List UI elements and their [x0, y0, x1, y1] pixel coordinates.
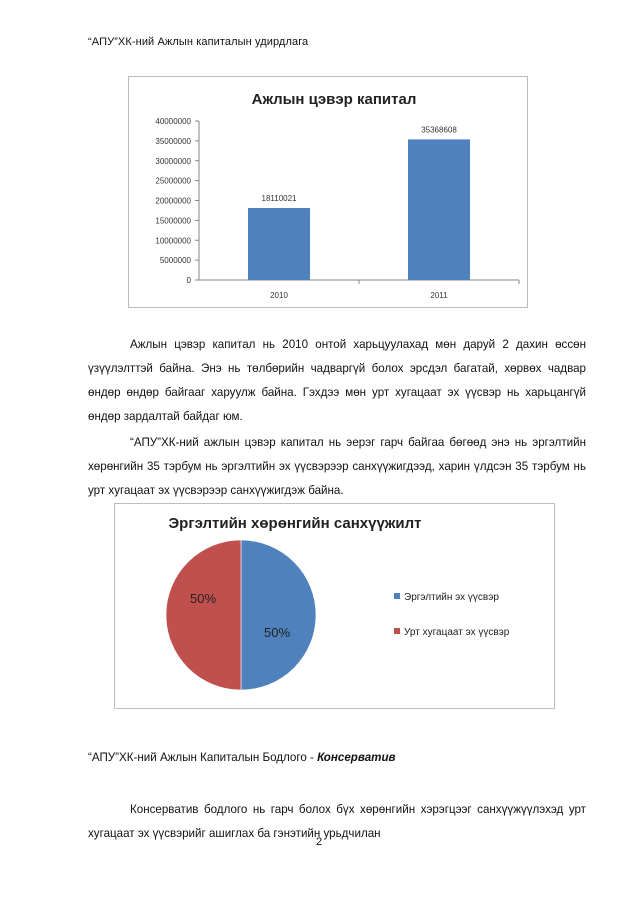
- paragraph-3-text: Консерватив бодлого нь гарч болох бүх хөрөнгийн хэрэгцээг санхүүжүүлэхэд урт хугацаат эх үүсвэрийг ашиглах ба гэнэтийн урьдчилан: [88, 802, 586, 840]
- bar-2011: [408, 139, 470, 280]
- page-header: “АПУ”ХК-ний Ажлын капиталын удирдлага: [88, 36, 309, 48]
- legend-swatch-1: [394, 593, 400, 599]
- paragraph-1-text: Ажлын цэвэр капитал нь 2010 онтой харьцуулахад мөн даруй 2 дахин өссөн үзүүлэлттэй байна. Энэ нь төлбөрийн чадваргүй болох эрсдэл багатай, хөрвөх чадвар өндөр өндөр байгааг харуулж байна. Гэхдээ мөн урт хугацаат эх үүсвэр нь харьцангүй өндөр зардалтай байдаг юм.: [88, 337, 586, 423]
- pie-chart-svg: [115, 504, 554, 708]
- y-tick-label: 40000000: [155, 117, 191, 126]
- bar-chart-svg: [129, 77, 527, 307]
- y-tick-label: 25000000: [155, 176, 191, 186]
- y-tick-label: 20000000: [155, 196, 191, 206]
- bar-2010: [248, 208, 310, 280]
- y-tick-label: 10000000: [155, 236, 191, 246]
- y-tick-label: 30000000: [155, 156, 191, 166]
- pie-value-label: 50%: [189, 591, 217, 606]
- y-tick-label: 35000000: [155, 136, 191, 146]
- policy-heading-prefix: “АПУ”ХК-ний Ажлын Капиталын Бодлого -: [88, 751, 318, 764]
- page-number: 2: [315, 836, 323, 848]
- legend-label: Эргэлтийн эх үүсвэр: [404, 592, 499, 603]
- policy-name: Консерватив: [317, 751, 396, 764]
- current-asset-financing-chart: [114, 503, 555, 709]
- bar-value-label: 35368608: [421, 125, 457, 135]
- bar-chart-title: Ажлын цэвэр капитал: [251, 91, 417, 108]
- y-tick-label: 15000000: [155, 216, 191, 226]
- paragraph-2-text: “АПУ”ХК-ний ажлын цэвэр капитал нь эерэг гарч байгаа бөгөөд энэ нь эргэлтийн хөрөнгийн 35 тэрбум нь эргэлтийн эх үүсвэрээр санхүүжигдээд, харин үлдсэн 35 тэрбум нь урт хугацаат эх үүсвэрээр санхүүжигдэж байна.: [88, 435, 586, 497]
- x-tick-label: 2010: [270, 291, 288, 300]
- pie-slice-2: [166, 540, 241, 690]
- legend-label: Урт хугацаат эх үүсвэр: [404, 627, 510, 638]
- paragraph-1: [88, 333, 586, 429]
- pie-slice-1: [241, 540, 316, 690]
- paragraph-2: [88, 431, 586, 503]
- bar-value-label: 18110021: [261, 194, 297, 204]
- policy-heading: [88, 751, 396, 764]
- y-tick-label: 0: [186, 276, 191, 285]
- legend-swatch-2: [394, 628, 400, 634]
- net-working-capital-chart: [128, 76, 528, 308]
- y-tick-label: 5000000: [159, 256, 191, 266]
- pie-chart-title: Эргэлтийн хөрөнгийн санхүүжилт: [168, 515, 422, 532]
- pie-value-label: 50%: [263, 625, 291, 640]
- x-tick-label: 2011: [430, 291, 448, 300]
